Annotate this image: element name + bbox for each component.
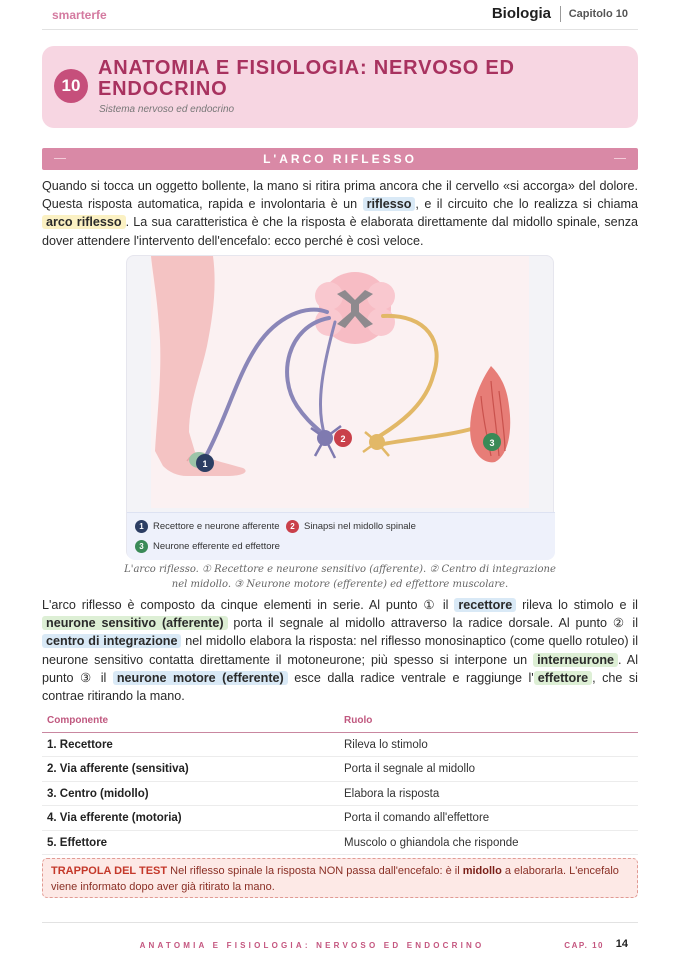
body-text-2: rileva lo stimolo e il (516, 598, 638, 612)
keyword-interneurone: interneurone (533, 653, 618, 667)
body-text-4: nel midollo elabora la risposta: nel riflesso monosinaptico (come quello rotuleo) il neurone sensitivo contatta direttamente il motoneurone; più spesso si interpone un (42, 634, 638, 667)
body-text-7: , che si contrae ritirando la mano. (42, 670, 638, 704)
table-cell-component: 2. Via afferente (sensitiva) (47, 763, 189, 776)
trap-text-1: Nel riflesso spinale la risposta NON passa dall'encefalo: è il (167, 865, 463, 877)
marker-1 (196, 454, 214, 472)
table-cell-role: Porta il comando all'effettore (344, 812, 490, 825)
table-row (42, 831, 638, 855)
trap-text-2: a elaborarla. L'encefalo viene informato dopo aver già ritirato la mano. (51, 865, 619, 893)
header-divider (560, 6, 561, 22)
table-cell-role: Porta il segnale al midollo (344, 763, 476, 776)
body-text-6: esce dalla radice ventrale e raggiunge l' (287, 670, 534, 685)
table-cell-role: Rileva lo stimolo (344, 739, 428, 751)
spinal-cord-section (315, 272, 395, 344)
table-cell-component: 4. Via efferente (motoria) (47, 812, 182, 825)
table-cell-component: 3. Centro (midollo) (47, 787, 149, 800)
chapter-number-badge: 10 (54, 69, 88, 103)
legend-dot-1: 1 (135, 520, 148, 533)
figure-caption (110, 563, 570, 592)
legend-item-2 (286, 520, 416, 533)
legend-label-2: Sinapsi nel midollo spinale (304, 521, 416, 532)
intro-text-3: . La sua caratteristica è che la risposta è elaborata direttamente dal midollo spinale, senza dover attendere l'intervento dell'encefalo: ecco perché è così veloce. (42, 215, 638, 248)
marker-1-label: 1 (202, 459, 208, 469)
body-text-1: L'arco riflesso è composto da cinque elementi in serie. Al punto ① il (42, 598, 455, 612)
keyword-effettore: effettore (534, 671, 592, 685)
legend-item-1 (135, 520, 280, 533)
reflex-arc-figure (126, 255, 554, 559)
keyword-neurone-motore: neurone motore (efferente) (113, 671, 288, 685)
legend-dot-3: 3 (135, 540, 148, 553)
table-header-row (42, 710, 638, 733)
table-cell-component: 5. Effettore (47, 836, 108, 849)
chapter-title: ANATOMIA E FISIOLOGIA: NERVOSO ED ENDOCRINO (98, 57, 515, 100)
figure-legend (127, 512, 555, 560)
section-right-dash (614, 158, 626, 159)
reflex-arc-illustration (127, 256, 555, 512)
marker-3-label: 3 (489, 438, 495, 448)
table-header-ruolo: Ruolo (344, 715, 373, 726)
section-heading-bar (42, 148, 638, 170)
chapter-subtitle: Sistema nervoso ed endocrino (99, 104, 235, 115)
keyword-neurone-sensitivo: neurone sensitivo (afferente) (42, 616, 228, 630)
test-trap-callout (42, 858, 638, 898)
legend-label-1: Recettore e neurone afferente (153, 521, 280, 532)
page-header (42, 0, 638, 30)
table-row (42, 806, 638, 830)
legend-item-3 (135, 540, 280, 553)
page-number: 14 (615, 938, 628, 950)
body-text-5: . Al punto ③ il (42, 652, 638, 685)
table-row (42, 757, 638, 781)
marker-2 (334, 429, 352, 447)
marker-3 (483, 433, 501, 451)
components-paragraph (42, 596, 638, 705)
brand-name: smarterfe (52, 8, 107, 22)
trap-tag: TRAPPOLA DEL TEST (51, 865, 168, 877)
keyword-centro-integrazione: centro di integrazione (42, 634, 181, 648)
subject-title: Biologia (491, 5, 551, 22)
marker-2-label: 2 (340, 434, 346, 444)
table-cell-component: 1. Recettore (47, 739, 113, 751)
table-row (42, 733, 638, 757)
footer-chapter: CAP. 10 (564, 941, 604, 950)
trap-keyword: midollo (462, 865, 502, 877)
components-table (42, 710, 638, 855)
intro-text-1: Quando si tocca un oggetto bollente, la mano si ritira prima ancora che il cervello «si accorga» del dolore. Questa risposta automatica, rapida e involontaria è un (42, 179, 638, 212)
keyword-recettore: recettore (454, 598, 516, 612)
table-cell-role: Elabora la risposta (344, 787, 440, 800)
keyword-arco-riflesso: arco riflesso (42, 215, 126, 229)
page-footer (42, 922, 638, 960)
legend-label-3: Neurone efferente ed effettore (153, 541, 280, 552)
footer-title: ANATOMIA E FISIOLOGIA: NERVOSO ED ENDOCRINO (139, 941, 485, 950)
table-header-componente: Componente (47, 715, 109, 726)
legend-dot-2: 2 (286, 520, 299, 533)
intro-text-2: , e il circuito che lo realizza si chiama (415, 197, 638, 212)
table-cell-role: Muscolo o ghiandola che risponde (344, 836, 519, 849)
table-row (42, 782, 638, 806)
keyword-riflesso: riflesso (363, 197, 416, 211)
caption-line-1: L'arco riflesso. ① Recettore e neurone sensitivo (afferente). ② Centro di integrazione (124, 564, 556, 575)
section-title: L'ARCO RIFLESSO (263, 152, 417, 166)
caption-line-2: nel midollo. ③ Neurone motore (efferente) ed effettore muscolare. (171, 578, 509, 590)
intro-paragraph (42, 177, 638, 250)
chapter-label: Capitolo 10 (568, 8, 628, 20)
chapter-banner (42, 46, 638, 128)
body-text-3: porta il segnale al midollo attraverso la radice dorsale. Al punto ② il (227, 616, 638, 631)
